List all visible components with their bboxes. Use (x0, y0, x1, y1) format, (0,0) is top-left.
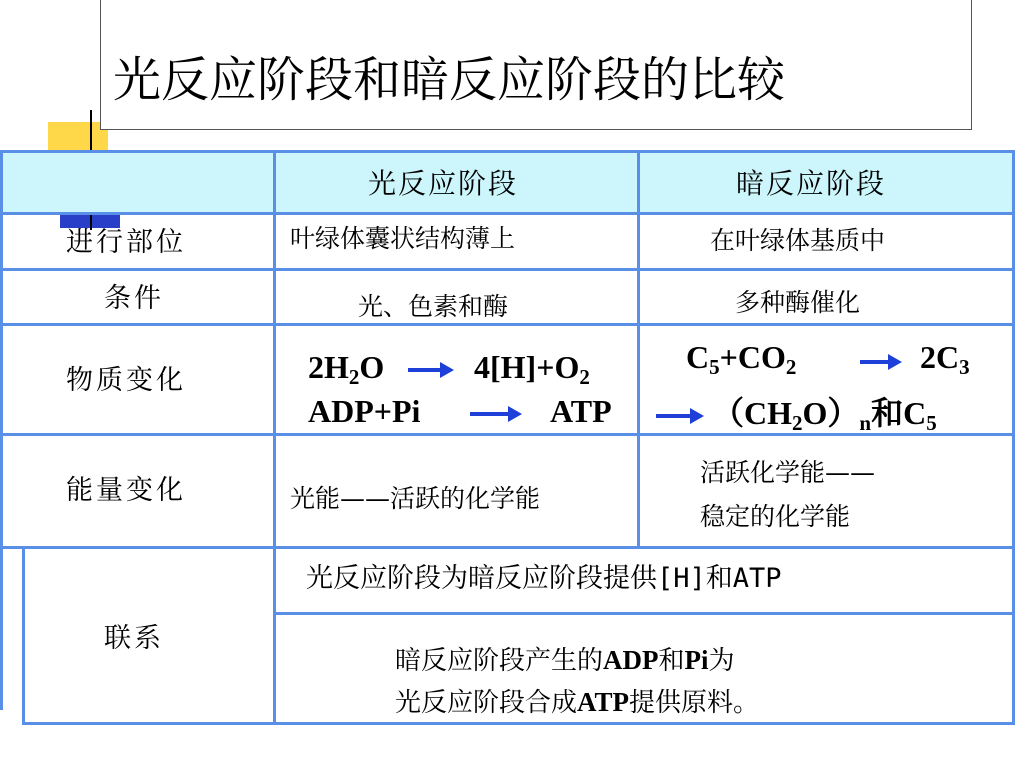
header-dark-stage: 暗反应阶段 (736, 167, 887, 200)
arrow-right-icon (470, 412, 510, 416)
relation-line2: 暗反应阶段产生的ADP和Pi为 (395, 645, 735, 676)
light-equation-1-left: $2H_2O$ (308, 349, 385, 389)
energy-dark-line2: 稳定的化学能 (700, 502, 851, 531)
dark-equation-1-right: $2C_3$ (920, 339, 970, 379)
page-title: 光反应阶段和暗反应阶段的比较 (113, 52, 786, 108)
grid-line (3, 150, 1015, 153)
location-light: 叶绿体囊状结构薄上 (290, 224, 516, 253)
grid-line (0, 150, 3, 710)
grid-line (273, 150, 276, 725)
light-equation-1-right: $4[H]+O_2$ (474, 349, 590, 389)
grid-line (3, 323, 1015, 326)
grid-line (22, 546, 25, 725)
grid-line (1012, 150, 1015, 725)
relation-line3: 光反应阶段合成ATP提供原料。 (395, 687, 760, 718)
row-label-relation: 联系 (104, 623, 164, 654)
title-box (100, 0, 972, 130)
energy-dark-line1: 活跃化学能—— (700, 458, 876, 487)
arrow-right-icon (408, 368, 442, 372)
row-label-conditions: 条件 (104, 283, 164, 314)
row-label-energy: 能量变化 (66, 475, 186, 506)
arrow-right-icon (860, 360, 890, 364)
conditions-light: 光、色素和酶 (358, 292, 509, 321)
light-equation-2-left: ADP+Pi (308, 393, 421, 429)
row-label-location: 进行部位 (66, 227, 186, 258)
location-dark: 在叶绿体基质中 (710, 226, 886, 255)
grid-line (3, 268, 1015, 271)
grid-line (637, 150, 640, 549)
row-label-matter: 物质变化 (66, 365, 186, 396)
header-light-stage: 光反应阶段 (368, 167, 519, 200)
grid-line (275, 612, 1015, 615)
grid-line (3, 212, 1015, 215)
light-equation-2-right: ATP (550, 393, 612, 429)
dark-equation-2-right: $(CH_2O)_n$和$C_5$ (712, 395, 937, 435)
relation-line1: 光反应阶段为暗反应阶段提供[H]和ATP (306, 563, 782, 594)
grid-line (3, 546, 1015, 549)
energy-light: 光能——活跃的化学能 (290, 484, 541, 513)
conditions-dark: 多种酶催化 (735, 288, 861, 317)
dark-equation-1-left: $C_5+CO_2$ (686, 339, 797, 379)
arrow-right-icon (656, 414, 692, 418)
